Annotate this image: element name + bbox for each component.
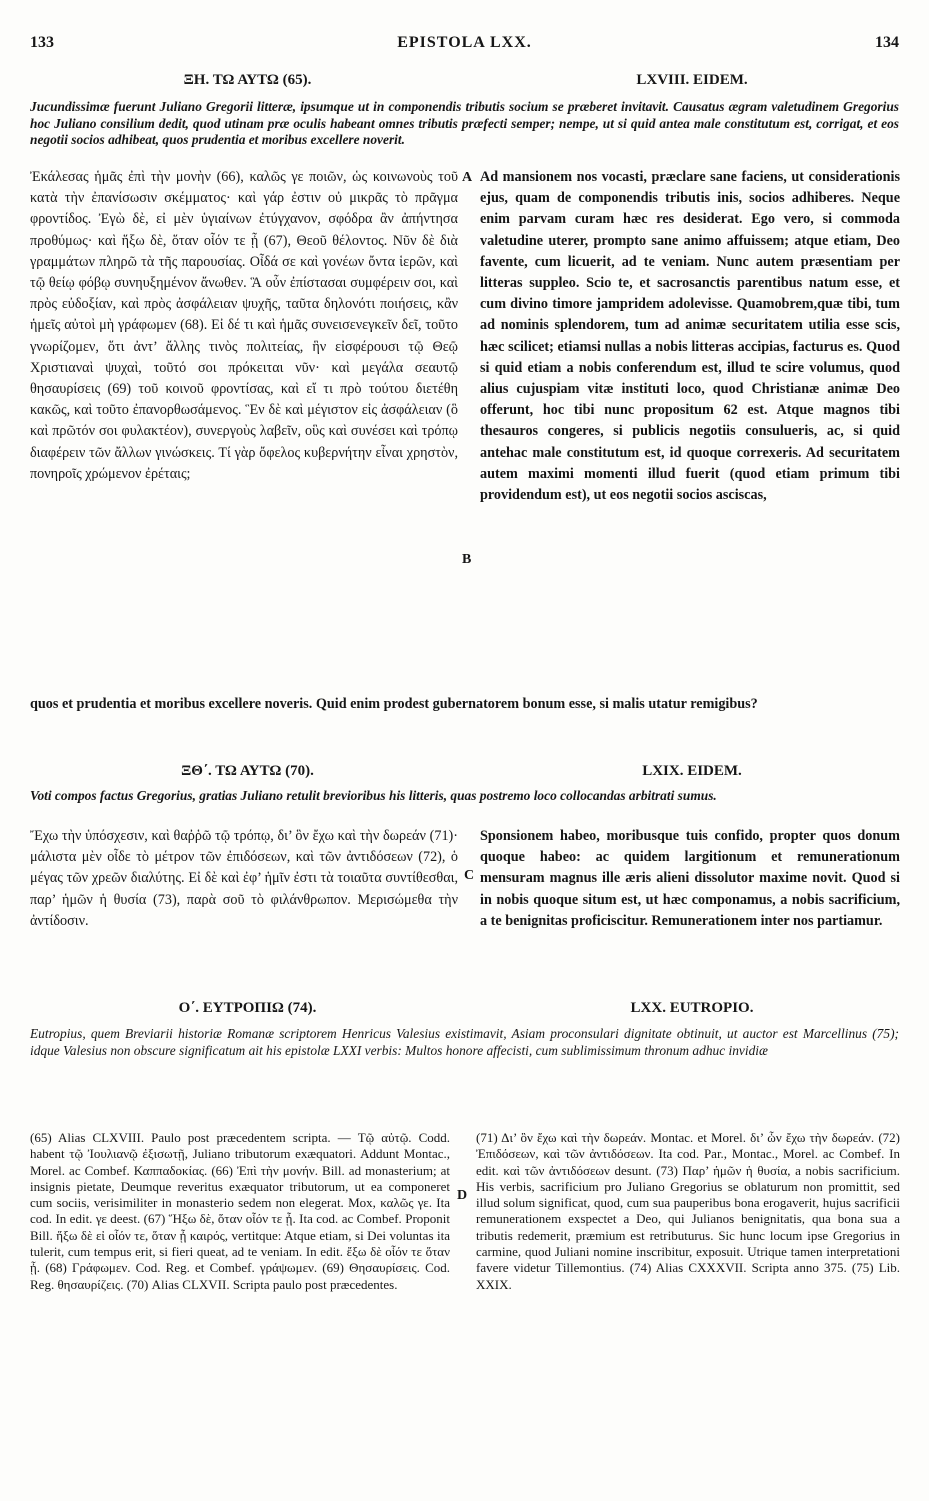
letter-70-title-latin: LXX. EUTROPIO. — [630, 1000, 754, 1016]
letter-69-title-greek: ΞΘ΄. ΤΩ ΑΥΤΩ (70). — [181, 763, 314, 779]
letter-68-closing-line: quos et prudentia et moribus excellere noveris. Quid enim prodest gubernatorem bonum esse, si malis utatur remigibus? — [30, 696, 758, 712]
letter-70-title-greek: Ο΄. ΕΥΤΡΟΠΙΩ (74). — [178, 1000, 317, 1016]
margin-letter-c: C — [464, 868, 475, 883]
running-header — [30, 34, 899, 56]
footnotes-right: (71) Δι’ ὃν ἔχω καὶ τὴν δωρεάν. Montac. et Morel. δι’ ὧν ἔχω τὴν δωρεάν. (72) Ἐπιδόσεων, καὶ τῶν ἀντιδόσεων. Ita cod. Par., Montac., Morel. ac Combef. In edit. καὶ τῶν ἀντιδόσεων desunt. (73) Παρ’ ἡμῶν ἡ θυσία, a nobis sacrificium. His verbis, sacrificium pro Juliano Gregorius se oblaturum non promittit, sed illud solum significat, quod, cum sua pauperibus bona erogaverit, hujus sacrificii remunerationem exspectet a Deo, qui Julianos benignitatis, qua bona sua a tributis redemerit, præmium est retributurus. Sic hunc locum ipse Gregorius in carmine, quod Juliani nomine inscribitur, exposuit. Utrique tamen interpretationi favere videtur Tillemontius. (74) Alias CXXXVII. Scripta anno 375. (75) Lib. XXIX. — [476, 1130, 900, 1292]
letter-68-title-latin: LXVIII. EIDEM. — [636, 72, 748, 88]
footnotes-left: (65) Alias CLXVIII. Paulo post præcedentem scripta. — Τῷ αὐτῷ. Codd. habent τῷ Ἰουλιανῷ ἐξισωτῇ, Juliano tributorum exæquatori. Addunt Montac., Morel. ac Combef. Καππαδοκίας. (66) Ἐπὶ τὴν μονήν. Bill. ad monasterium; at insignis pietate, Deumque reveritus exæquator tributorum, ut ea componeret cum sociis, verisimiliter in monasterio sedem non elegerat. Mox, καλῶς γε. Ita cod. In edit. γε deest. (67) Ἥξω δὲ, ὅταν οἷόν τε ᾖ. Ita cod. ac Combef. Proponit Bill. ἥξω δὲ εἰ οἷόν τε, ὅταν ᾖ καιρός, vertitque: Atque etiam, si Dei voluntas ita tulerit, cum tempus erit, si fieri queat, ad te veniam. In edit. ἔξω δὲ οἷόν τε ὅταν ᾖ. (68) Γράφωμεν. Cod. Reg. et Combef. γράψωμεν. (69) Θησαυρίσεις. Cod. Reg. θησαυρίζεις. (70) Alias CLXVII. Scripta paulo post præcedentes. — [30, 1130, 450, 1292]
margin-letter-d: D — [457, 1188, 468, 1203]
letter-69-heading — [30, 763, 899, 783]
letter-70-argument: Eutropius, quem Breviarii historiæ Romanæ scriptorem Henricus Valesius existimavit, Asiam proconsulari dignitate obtinuit, ut auctor est Marcellinus (75); idque Valesius non obscure significatum ait his epistolæ LXXI verbis: Multos honore affecisti, cum sublimissimum thronum adhuc invidiæ — [30, 1026, 899, 1058]
letter-68-greek-text: Ἐκάλεσας ἡμᾶς ἐπὶ τὴν μονὴν (66), καλῶς γε ποιῶν, ὡς κοινωνοὺς τοῦ κατὰ τὴν ἐπανίσωσιν σκέμματος· καὶ γάρ ἐστιν οὐ μικρᾶς τὸ πρᾶγμα φροντίδος. Ἐγὼ δὲ, εἰ μὲν ὑγιαίνων ἐτύγχανον, σφόδρα ἂν ἀπήντησα προθύμως· καὶ ἥξω δὲ, ὅταν οἷόν τε ᾖ (67), Θεοῦ θέλοντος. Νῦν δὲ διὰ γραμμάτων πληρῶ τὰ τῆς παρουσίας. Οἶδά σε καὶ γονέων ὄντα ἱερῶν, καὶ τῷ θείῳ φόβῳ συνηυξημένον ἄνωθεν. Ἃ οὖν ἐπίστασαι συμφέρειν σοι, καὶ πρὸς εὐδοξίαν, καὶ πρὸς ἀσφάλειαν ψυχῆς, ταῦτα δηλονότι ποιήσεις, κἂν ἡμεῖς αὐτοὶ μὴ γράφωμεν (68). Εἰ δέ τι καὶ ἡμᾶς συνεισενεγκεῖν δεῖ, τοῦτο γνωρίζομεν, ὅτι ἀντ’ ἄλλης τινὸς πολιτείας, ἣν εἰσφέρουσι τῷ Θεῷ Χριστιαναὶ ψυχαὶ, τοῦτό σοι πρόκειται νῦν· καὶ μεγάλα σεαυτῷ θησαυρίσεις (69) τοῦ κοινοῦ φροντίσας, καὶ εἴ τι πρὸ τούτου διετέθη κακῶς, καὶ τοῦτο ἐπανορθωσάμενος. Ἓν δὲ καὶ μέγιστον εἰς ἀσφάλειαν (ὃ καὶ πρῶτόν σοι φυλακτέον), συνεργοὺς λαβεῖν, οὓς καὶ συνέσει καὶ τρόπῳ διαφέρειν τῶν ἄλλων γινώσκεις. Τί γὰρ ὄφελος κυβερνήτην εἶναι χρηστὸν, πονηροῖς χρώμενον ἐρέταις; — [30, 169, 458, 482]
page-number-left: 133 — [30, 34, 54, 51]
letter-68-latin-text: Ad mansionem nos vocasti, præclare sane faciens, ut considerationis ejus, quam de componendis tributis inis, socios adhiberes. Neque enim parvam curam hæc res desiderat. Ego vero, si commoda valetudine uterer, prompto sane animo affuissem; atque etiam, Deo favente, cum licuerit, ad te veniam. Nunc autem præsentiam per litteras suppleo. Scio te, et sacrosanctis parentibus natum esse, et cum divino timore jampridem adolevisse. Quamobrem,quæ tibi, tum ad nominis splendorem, tum ad animæ securitatem utilia esse scis, hæc scilicet; etiamsi nullas a nobis litteras accipias, facturus es. Quod si quid etiam a nobis conferendum est, illud te scire volumus, quod alius cujuspiam vitæ instituti loco, quod Christianæ animæ Deo offerunt, hoc tibi nunc propositum 62 est. Atque magnos tibi thesauros congeres, si publicis negotiis consulueris, ac, si quid antehac male constitutum est, id quoque correxeris. Ad securitatem autem maximi momenti illud fuerit (quod etiam primum tibi providendum est), ut eos negotii socios asciscas, — [480, 169, 900, 504]
margin-letter-a: A — [462, 170, 473, 185]
page-number-right: 134 — [875, 34, 899, 51]
letter-68-argument: Jucundissimæ fuerunt Juliano Gregorii litteræ, ipsumque ut in componendis tributis socium se præberet invitavit. Causatus ægram valetudinem Gregorius hoc Juliano consilium dedit, quod utinam præ oculis habeant omnes tributis præfecti semper; nempe, ut si quid antea male constitutum est, corrigat, et eos negotii socios adhibeat, quos prudentia et moribus excellere noverit. — [30, 99, 899, 147]
letter-70-heading — [30, 1000, 899, 1020]
letter-69-title-latin: LXIX. EIDEM. — [642, 763, 742, 779]
running-title: EPISTOLA LXX. — [397, 34, 532, 51]
letter-69-greek-text: Ἔχω τὴν ὑπόσχεσιν, καὶ θαῤῥῶ τῷ τρόπῳ, δι’ ὃν ἔχω καὶ τὴν δωρεάν (71)· μάλιστα μὲν οἶδε τὸ μέτρον τῶν ἐπιδόσεων, καὶ τῶν ἀντιδόσεων (72), ὁ μέγας τῶν χρεῶν διαλύτης. Εἰ δὲ καὶ ἐφ’ ἡμῖν ἐστι τὰ τοιαῦτα συντίθεσθαι, παρ’ ἡμῶν ἡ θυσία (73), παρὰ σοῦ τὸ φιλάνθρωπον. Μερισώμεθα τὴν ἀντίδοσιν. — [30, 828, 458, 929]
letter-69-latin-text: Sponsionem habeo, moribusque tuis confido, propter quos donum quoque habeo: ac quidem largitionum et remunerationum mensuram magnus ille æris alieni dissolutor maxime novit. Quod si in nobis quoque situm est, ut hæc componamus, a nobis sacrificium, a te benignitas proficiscitur. Remunerationem inter nos partiamur. — [480, 828, 900, 929]
letter-68-title-greek: ΞΗ. ΤΩ ΑΥΤΩ (65). — [183, 72, 312, 88]
letter-68-heading — [30, 72, 899, 92]
letter-69-argument: Voti compos factus Gregorius, gratias Juliano retulit brevioribus his litteris, quas postremo loco collocandas arbitrati sumus. — [30, 788, 717, 803]
margin-letter-b: B — [462, 552, 472, 567]
